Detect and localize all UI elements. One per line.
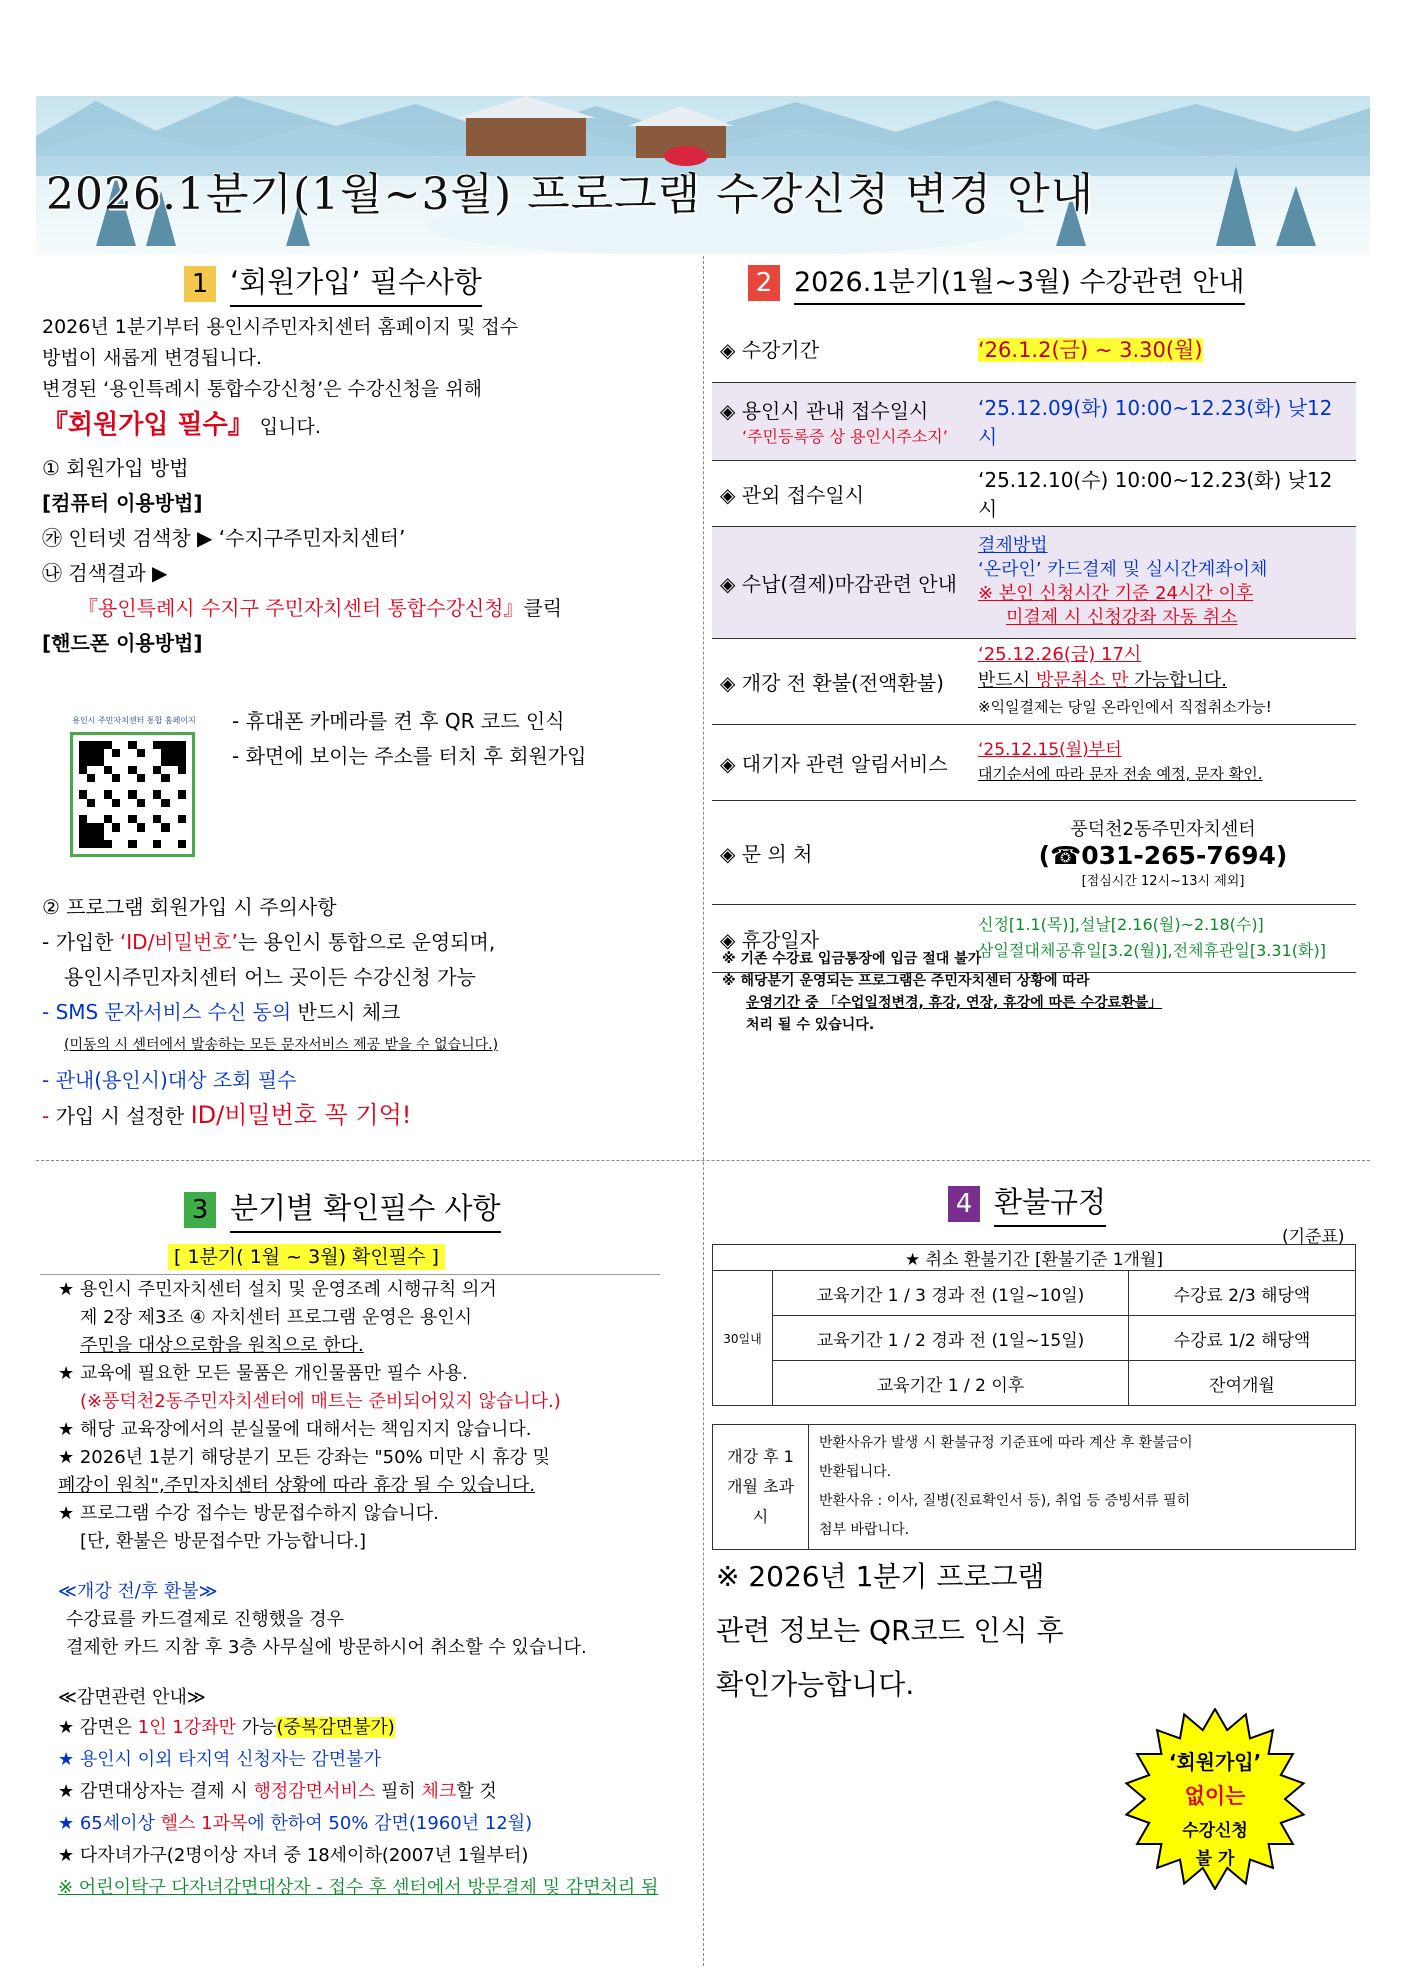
s1-note1: - 가입한 ‘ID/비밀번호’는 용인시 통합으로 운영되며,	[42, 930, 496, 954]
row-value: 결제방법 ‘온라인’ 카드결제 및 실시간계좌이체 ※ 본인 신청시간 기준 24시간 이후 미결제 시 신청강좌 자동 취소	[970, 526, 1356, 638]
refund-table	[712, 1244, 1356, 1406]
row-value: ‘26.1.2(금) ~ 3.30(월)	[970, 316, 1356, 382]
table-row	[712, 316, 1356, 382]
row-label: ◈ 대기자 관련 알림서비스	[712, 724, 970, 800]
s4-qr-notice: ※ 2026년 1분기 프로그램 관련 정보는 QR코드 인식 후 확인가능합니다.	[716, 1560, 1064, 1701]
section2-number: 2	[748, 265, 780, 301]
s1-phone-step2: - 화면에 보이는 주소를 터치 후 회원가입	[232, 744, 587, 768]
qr-caption: 용인시 주민자치센터 통합 홈페이지	[72, 716, 196, 725]
row-value: 신정[1.1(목)],설날[2.16(월)~2.18(수)] 삼일절대체공휴일[3.2(월)],전체휴관일[3.31(화)]	[970, 904, 1356, 972]
course-info-table	[712, 316, 1356, 973]
s2-notes	[722, 948, 1352, 1036]
row-label: ◈ 용인시 관내 접수일시 ‘주민등록증 상 용인시주소지’	[712, 382, 970, 460]
s1-pc-step2: ㉯ 검색결과 ▶	[42, 561, 168, 585]
section4-title: 환불규정	[994, 1180, 1106, 1227]
row-value: ‘25.12.10(수) 10:00~12.23(화) 낮12시	[970, 460, 1356, 526]
s3-body: ★ 용인시 주민자치센터 설치 및 운영조례 시행규칙 의거 제 2장 제3조 ④ 자치센터 프로그램 운영은 용인시 주민을 대상으로함을 원칙으로 한다. ★ 교육에 필요한 모든 물품은 개인물품만 필수 사용. (※풍덕천2동주민자치센터에 매트는 준비되어있지 않습니다.) ★ 해당 교육장에서의 분실물에 대해서는 책임지지 않습니다. ★ 2026년 1분기 해당분기 모든 강좌는 "50% 미만 시 휴강 및 폐강이 원칙",주민자치센터 상황에 따라 휴강 될 수 있습니다. ★ 프로그램 수강 접수는 방문접수하지 않습니다. [단, 환불은 방문접수만 가능합니다.] ≪개강 전/후 환불≫ 수강료를 카드결제로 진행했을 경우 결제한 카드 지참 후 3층 사무실에 방문하시어 취소할 수 있습니다. ≪감면관련 안내≫ ★ 감면은 1인 1강좌만 가능(중복감면불가) ★ 용인시 이외 타지역 신청자는 감면불가 ★ 감면대상자는 결제 시 행정감면서비스 필히 체크할 것 ★ 65세이상 헬스 1과목에 한하여 50% 감면(1960년 12월) ★ 다자녀가구(2명이상 자녀 중 18세이하(2007년 1월부터) ※ 어린이탁구 다자녀감면대상자 - 접수 후 센터에서 방문결제 및 감면처리 됨	[58, 1279, 659, 1898]
section3-title: 분기별 확인필수 사항	[230, 1186, 501, 1233]
s1-note4: - 가입 시 설정한 ID/비밀번호 꼭 기억!	[42, 1101, 412, 1129]
phone-number[interactable]: (☎031-265-7694)	[1038, 841, 1288, 870]
table-row: 교육기간 1 / 2 이후 잔여개월	[713, 1361, 1356, 1406]
table-row: 교육기간 1 / 2 경과 전 (1일~15일) 수강료 1/2 해당액	[713, 1316, 1356, 1361]
section1-number: 1	[184, 266, 216, 302]
row-label: ◈ 수납(결제)마감관련 안내	[712, 526, 970, 638]
refund-table-head: ★ 취소 환불기간 [환불기준 1개월]	[713, 1245, 1356, 1271]
column-divider	[703, 256, 704, 1966]
s1-intro-1: 2026년 1분기부터 용인시주민자치센터 홈페이지 및 접수	[42, 316, 519, 338]
section2-heading	[748, 260, 1245, 305]
row-value: 풍덕천2동주민자치센터 (☎031-265-7694) [점심시간 12시~13시 제외]	[970, 800, 1356, 904]
row-value: ‘25.12.15(월)부터 대기순서에 따라 문자 전송 예정, 문자 확인.	[970, 724, 1356, 800]
section3-heading	[184, 1186, 501, 1233]
row-label: ◈ 관외 접수일시	[712, 460, 970, 526]
s2-note4: 처리 될 수 있습니다.	[746, 1017, 875, 1033]
table-row	[712, 382, 1356, 460]
s1-notes-heading: ② 프로그램 회원가입 시 주의사항	[42, 895, 337, 919]
header-banner	[36, 96, 1370, 254]
row-label: ◈ 문 의 처	[712, 800, 970, 904]
s1-notes	[42, 892, 692, 1132]
s1-phone-step1: - 휴대폰 카메라를 켠 후 QR 코드 인식	[232, 709, 565, 733]
s1-pc-step1: ㉮ 인터넷 검색창 ▶ ‘수지구주민자치센터’	[42, 526, 406, 550]
s1-phone-steps	[232, 706, 692, 772]
s3-rule	[40, 1274, 660, 1275]
s1-pc-title: [컴퓨터 이용방법]	[42, 491, 203, 515]
row-divider	[36, 1160, 1370, 1161]
s2-note3: 운영기간 중 「수업일정변경, 휴강, 연장, 휴강에 따른 수강료환불」	[746, 995, 1163, 1011]
s1-intro-3: 변경된 ‘용인특례시 통합수강신청’은 수강신청을 위해	[42, 378, 483, 400]
refund-side-label: 30일내	[713, 1271, 773, 1406]
s1-note2b: (미동의 시 센터에서 발송하는 모든 문자서비스 제공 받을 수 없습니다.)	[64, 1037, 499, 1053]
after-text: 반환사유가 발생 시 환불규정 기준표에 따라 계산 후 환불금이 반환됩니다. 반환사유 : 이사, 질병(진료확인서 등), 취업 등 증빙서류 필히 첨부 바랍니다.	[809, 1425, 1356, 1550]
qr-block	[54, 715, 214, 857]
s2-note1: ※ 기존 수강료 입금통장에 입금 절대 불가	[722, 951, 982, 967]
s3-quarter-banner: [ 1분기( 1월 ~ 3월) 확인필수 ]	[168, 1244, 445, 1270]
s1-intro-2: 방법이 새롭게 변경됩니다.	[42, 347, 263, 369]
s1-note1b: 용인시주민자치센터 어느 곳이든 수강신청 가능	[64, 965, 476, 989]
s1-method-heading: ① 회원가입 방법	[42, 456, 189, 480]
section3-number: 3	[184, 1192, 216, 1228]
s4-std-label: (기준표)	[1282, 1227, 1345, 1247]
s1-note2: - SMS 문자서비스 수신 동의 반드시 체크	[42, 1000, 401, 1024]
membership-required-badge: ‘회원가입’ 없이는 수강신청 불 가	[1124, 1708, 1306, 1890]
section4-heading	[948, 1180, 1106, 1227]
s1-pc-step3: 『용인특례시 수지구 주민자치센터 통합수강신청』클릭	[78, 596, 563, 620]
s1-intro-4: 『회원가입 필수』 입니다.	[42, 410, 321, 440]
table-row	[712, 800, 1356, 904]
s1-intro-4-em: 『회원가입 필수』	[42, 410, 254, 440]
after-label: 개강 후 1개월 초과 시	[713, 1425, 809, 1550]
qr-pattern	[79, 741, 186, 848]
table-row	[712, 724, 1356, 800]
table-row	[712, 638, 1356, 724]
row-label: ◈ 수강기간	[712, 316, 970, 382]
s2-note2: ※ 해당분기 운영되는 프로그램은 주민자치센터 상황에 따라	[722, 973, 1090, 989]
page-title: 2026.1분기(1월~3월) 프로그램 수강신청 변경 안내	[46, 169, 1095, 220]
section1-heading	[184, 260, 482, 307]
refund-after-table	[712, 1424, 1356, 1550]
s1-phone-title: [핸드폰 이용방법]	[42, 631, 203, 655]
section1-body	[42, 312, 692, 659]
section4-number: 4	[948, 1186, 980, 1222]
table-row: 30일내 교육기간 1 / 3 경과 전 (1일~10일) 수강료 2/3 해당액	[713, 1271, 1356, 1316]
qr-code[interactable]	[70, 732, 195, 857]
section2-title: 2026.1분기(1월~3월) 수강관련 안내	[794, 260, 1245, 305]
row-label: ◈ 개강 전 환불(전액환불)	[712, 638, 970, 724]
row-value: ‘25.12.09(화) 10:00~12.23(화) 낮12시	[970, 382, 1356, 460]
s1-note3: - 관내(용인시)대상 조회 필수	[42, 1068, 297, 1092]
table-row	[712, 526, 1356, 638]
row-value: ‘25.12.26(금) 17시 반드시 방문취소 만 가능합니다. ※익일결제는 당일 온라인에서 직접취소가능!	[970, 638, 1356, 724]
section1-title: ‘회원가입’ 필수사항	[230, 260, 482, 307]
table-row	[712, 460, 1356, 526]
row-label: ◈ 휴강일자	[712, 904, 970, 972]
